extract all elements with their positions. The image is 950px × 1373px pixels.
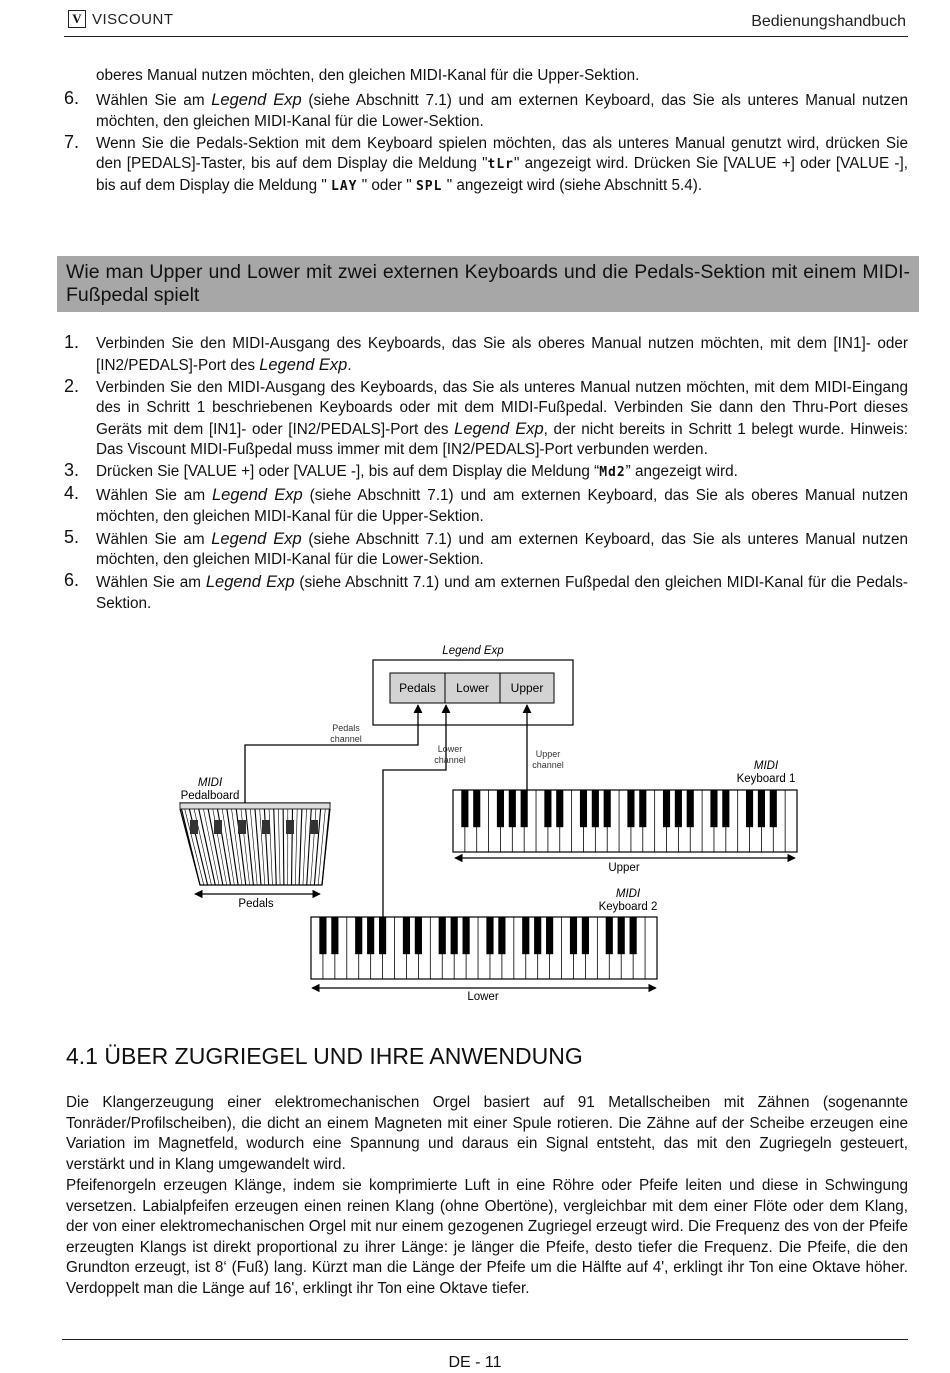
list-item: 5. Wählen Sie am Legend Exp (siehe Abschnitt 7.1) und am externen Keyboard, das Sie als unteres Manual nutzen möchten, den gleichen MIDI-Kanal für die Lower-Sektion. xyxy=(64,526,908,568)
list-item: 2. Verbinden Sie den MIDI-Ausgang des Keyboards, das Sie als unteres Manual nutzen möchten, mit dem MIDI-Eingang des in Schritt 1 beschriebenen Keyboards oder mit dem MIDI-Fußpedal. Verbinden Sie dann den Thru-Port dieses Geräts mit dem [IN1]- oder [IN2/PEDALS]-Port des Legend Exp, der nicht bereits in Schritt 1 belegt wurde. Hinweis: Das Viscount MIDI-Fußpedal muss immer mit dem [IN2/PEDALS]-Port verbunden werden. xyxy=(64,375,908,458)
section-pedals-label: Pedals xyxy=(399,681,436,695)
section-heading: Wie man Upper und Lower mit zwei externen Keyboards und die Pedals-Sektion mit einem MIDI-Fußpedal spielt xyxy=(66,261,910,306)
midi-keyboard-2 xyxy=(311,917,657,979)
display-message: tLr xyxy=(487,157,514,172)
svg-text:Pedals: Pedals xyxy=(332,723,360,733)
list-item: 6. Wählen Sie am Legend Exp (siehe Abschnitt 7.1) und am externen Keyboard, das Sie als unteres Manual nutzen möchten, den gleichen MIDI-Kanal für die Lower-Sektion. xyxy=(64,88,908,130)
document-title: Bedienungshandbuch xyxy=(751,13,906,30)
continuation-text: oberes Manual nutzen möchten, den gleichen MIDI-Kanal für die Upper-Sektion. xyxy=(96,67,640,84)
display-message: Md2 xyxy=(599,465,626,480)
chapter-heading: 4.1 ÜBER ZUGRIEGEL UND IHRE ANWENDUNG xyxy=(66,1043,583,1069)
svg-text:Keyboard 2: Keyboard 2 xyxy=(598,901,658,913)
section-upper-label: Upper xyxy=(510,681,544,695)
svg-text:channel: channel xyxy=(330,734,362,744)
brand-name: VISCOUNT xyxy=(92,10,174,28)
svg-text:Lower: Lower xyxy=(437,744,463,754)
midi-keyboard-1 xyxy=(453,790,797,852)
legend-exp-label: Legend Exp xyxy=(442,645,504,657)
svg-text:Upper: Upper xyxy=(608,862,640,874)
list-item: 3. Drücken Sie [VALUE +] oder [VALUE -], bis auf dem Display die Meldung “Md2” angezeigt wird. xyxy=(64,460,738,480)
list-item: 4. Wählen Sie am Legend Exp (siehe Abschnitt 7.1) und am externen Keyboard, das Sie als oberes Manual nutzen möchten, den gleichen MIDI-Kanal für die Upper-Sektion. xyxy=(64,483,908,525)
logo-mark: V xyxy=(68,10,86,28)
svg-text:MIDI: MIDI xyxy=(615,888,641,900)
footer-rule xyxy=(62,1339,908,1340)
svg-text:channel: channel xyxy=(532,760,564,770)
midi-pedalboard xyxy=(180,803,330,885)
page-number: DE - 11 xyxy=(448,1354,502,1371)
list-item: 6. Wählen Sie am Legend Exp (siehe Abschnitt 7.1) und am externen Fußpedal den gleichen MIDI-Kanal für die Pedals-Sektion. xyxy=(64,570,909,612)
paragraph: Die Klangerzeugung einer elektromechanischen Orgel basiert auf 91 Metallscheiben mit Zähnen (sogenannte Tonräder/Profilscheiben), die dicht an einem Magneten mit einer Spule rotieren. Die Zähne auf der Scheibe erzeugen eine Variation im Magnetfeld, wodurch eine Spannung und daraus ein Signal entsteht, das mit den Zugriegeln gesteuert, verstärkt und in Klang umgewandelt wird. xyxy=(66,1094,908,1173)
svg-text:Lower: Lower xyxy=(467,991,499,1003)
svg-text:Pedals: Pedals xyxy=(238,898,274,910)
svg-text:Pedalboard: Pedalboard xyxy=(180,790,240,802)
svg-text:Upper: Upper xyxy=(535,749,561,759)
list-item: 1. Verbinden Sie den MIDI-Ausgang des Keyboards, das Sie als oberes Manual nutzen möchten, mit dem [IN1]- oder [IN2/PEDALS]-Port des Legend Exp. xyxy=(64,332,908,374)
display-message: SPL xyxy=(415,178,443,194)
svg-text:Keyboard 1: Keyboard 1 xyxy=(736,773,796,785)
svg-text:channel: channel xyxy=(434,755,466,765)
display-message: LAY xyxy=(331,178,358,194)
svg-text:MIDI: MIDI xyxy=(197,777,223,789)
list-item: 7. Wenn Sie die Pedals-Sektion mit dem Keyboard spielen möchten, das als unteres Manual genutzt wird, drücken Sie den [PEDALS]-Taster, bis auf dem Display die Meldung "tLr" angezeigt wird. Drücken Sie [VALUE +] oder [VALUE -], bis auf dem Display die Meldung " LAY " oder " SPL " angezeigt wird (siehe Abschnitt 5.4). xyxy=(64,131,909,194)
section-lower-label: Lower xyxy=(456,681,489,695)
paragraph: Pfeifenorgeln erzeugen Klänge, indem sie komprimierte Luft in eine Röhre oder Pfeife leiten und diese in Schwingung versetzen. Labialpfeifen erzeugen einen reinen Klang (ohne Obertöne), vergleichbar mit dem einer Flöte oder dem Klang, der von einer elektromechanischen Orgel mit nur einem gezogenen Zugriegel erzeugt wird. Die Frequenz des von der Pfeife erzeugten Klangs ist direkt proportional zu ihrer Länge: je länger die Pfeife, desto tiefer die Frequenz. Die Pfeife, die den Grundton erzeugt, ist 8‘ (Fuß) lang. Kürzt man die Länge der Pfeife um die Hälfte auf 4', erklingt ihr Ton eine Oktave höher. Verdoppelt man die Länge auf 16', erklingt ihr Ton eine Oktave tiefer. xyxy=(66,1177,908,1297)
lower-connection xyxy=(383,705,446,918)
svg-text:MIDI: MIDI xyxy=(753,760,779,772)
